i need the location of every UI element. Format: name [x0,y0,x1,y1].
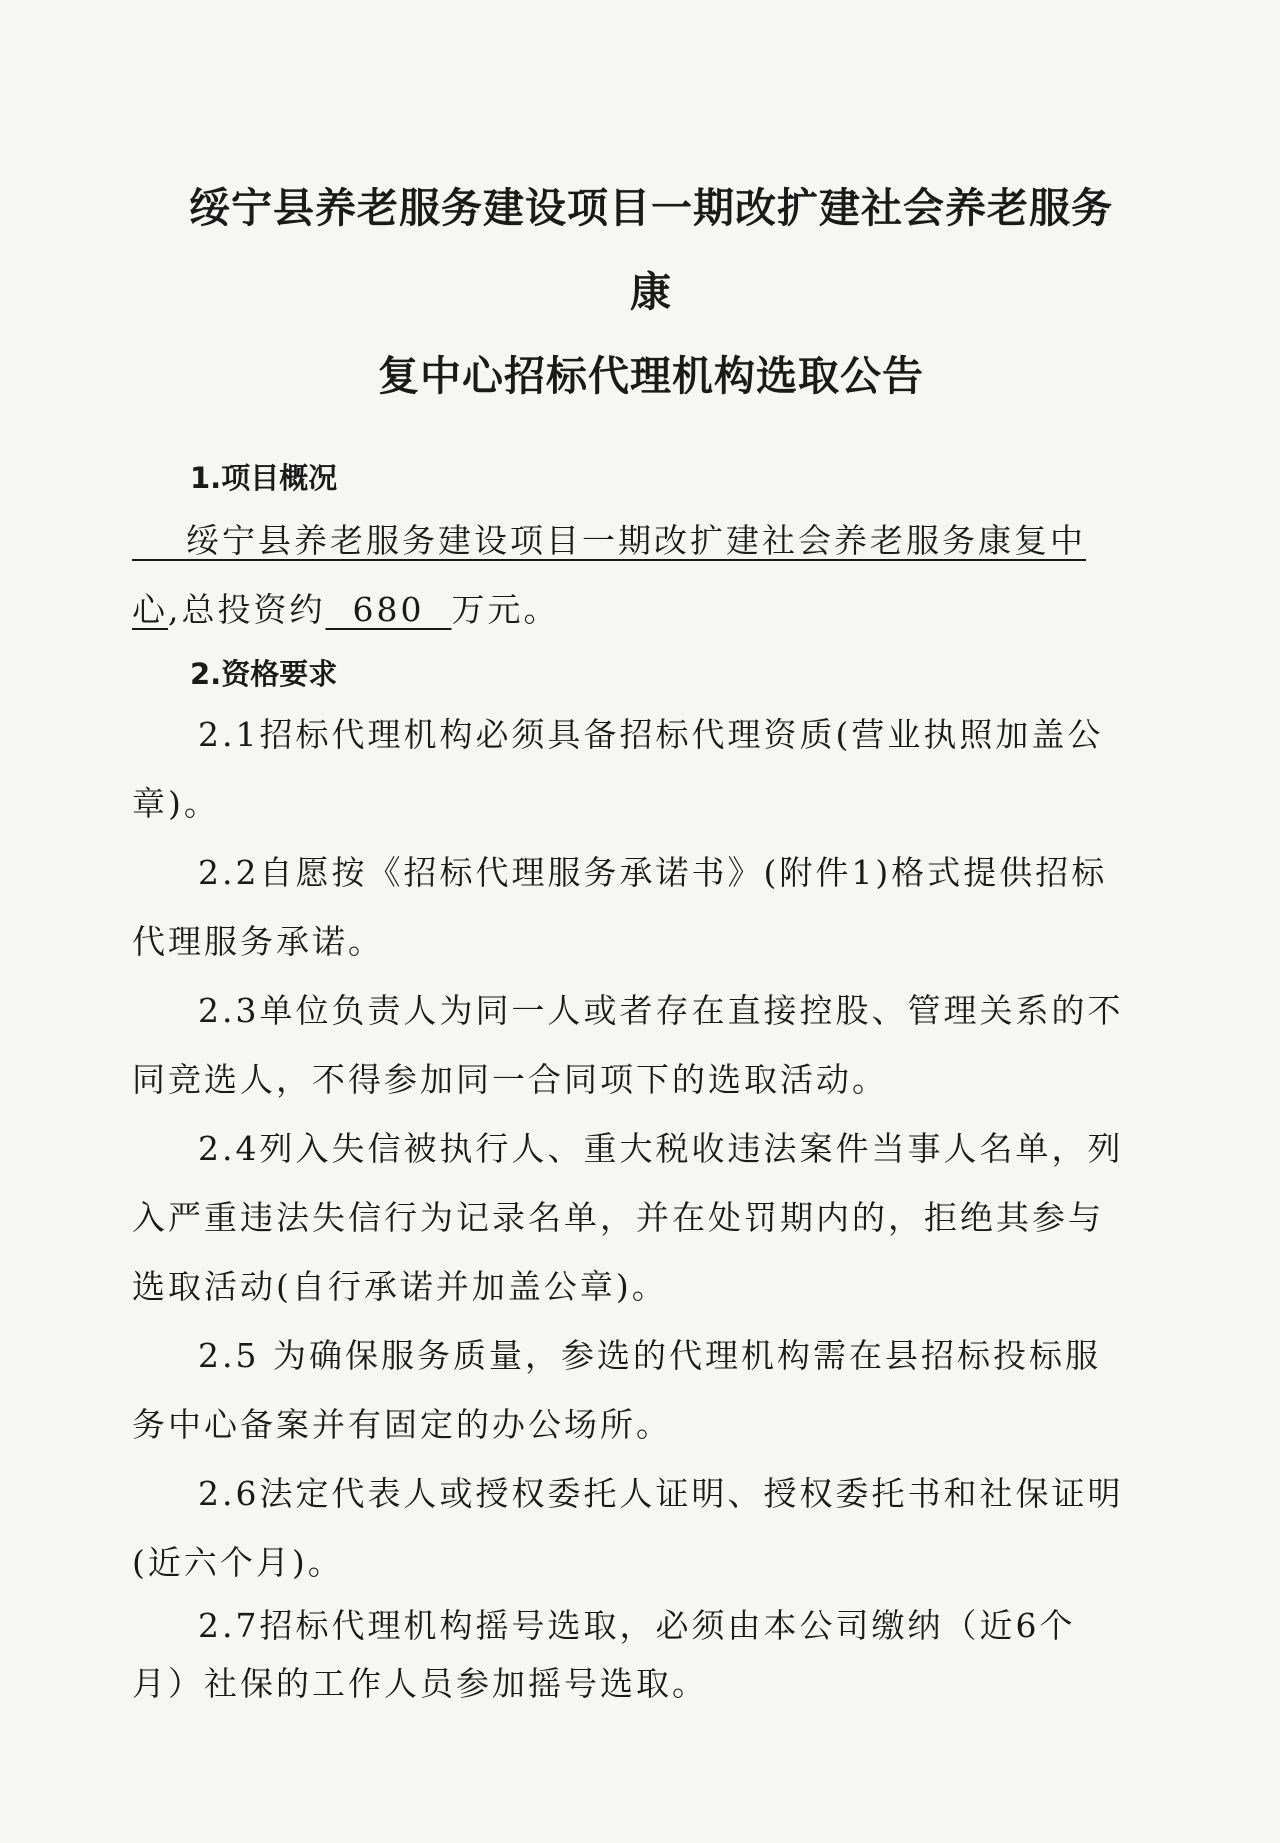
title-line-2: 复中心招标代理机构选取公告 [378,352,924,400]
project-name-line-1: 绥宁县养老服务建设项目一期改扩建社会养老服务康复中 [185,521,1086,560]
requirement-2-1: 2.1招标代理机构必须具备招标代理资质(营业执照加盖公章)。 [132,715,1104,823]
requirement-2-5: 2.5 为确保服务质量，参选的代理机构需在县招标投标服务中心备案并有固定的办公场所。 [132,1336,1101,1444]
requirement-2-2: 2.2自愿按《招标代理服务承诺书》(附件1)格式提供招标代理服务承诺。 [132,853,1108,961]
investment-amount: 680 [352,590,425,629]
investment-amount-underlined [326,590,452,629]
project-overview [132,506,1130,644]
requirement-2-3: 2.3单位负责人为同一人或者存在直接控股、管理关系的不同竞选人，不得参加同一合同项下的选取活动。 [132,991,1124,1099]
investment-suffix: 万元。 [451,590,560,629]
requirement-2-4: 2.4列入失信被执行人、重大税收违法案件当事人名单，列入严重违法失信行为记录名单，并在处罚期内的，拒绝其参与选取活动(自行承诺并加盖公章)。 [132,1129,1124,1306]
section-heading-overview: 1.项目概况 [190,461,338,495]
project-name-line-2: 心 [132,590,168,629]
investment-prefix: ,总投资约 [168,590,326,629]
requirement-2-7: 2.7招标代理机构摇号选取，必须由本公司缴纳（近6个月）社保的工作人员参加摇号选取。 [132,1606,1076,1703]
requirement-2-6: 2.6法定代表人或授权委托人证明、授权委托书和社保证明(近六个月)。 [132,1474,1124,1582]
section-heading-qualifications: 2.资格要求 [190,657,338,691]
document-title [132,166,1130,418]
title-line-1: 绥宁县养老服务建设项目一期改扩建社会养老服务康 [189,184,1113,316]
